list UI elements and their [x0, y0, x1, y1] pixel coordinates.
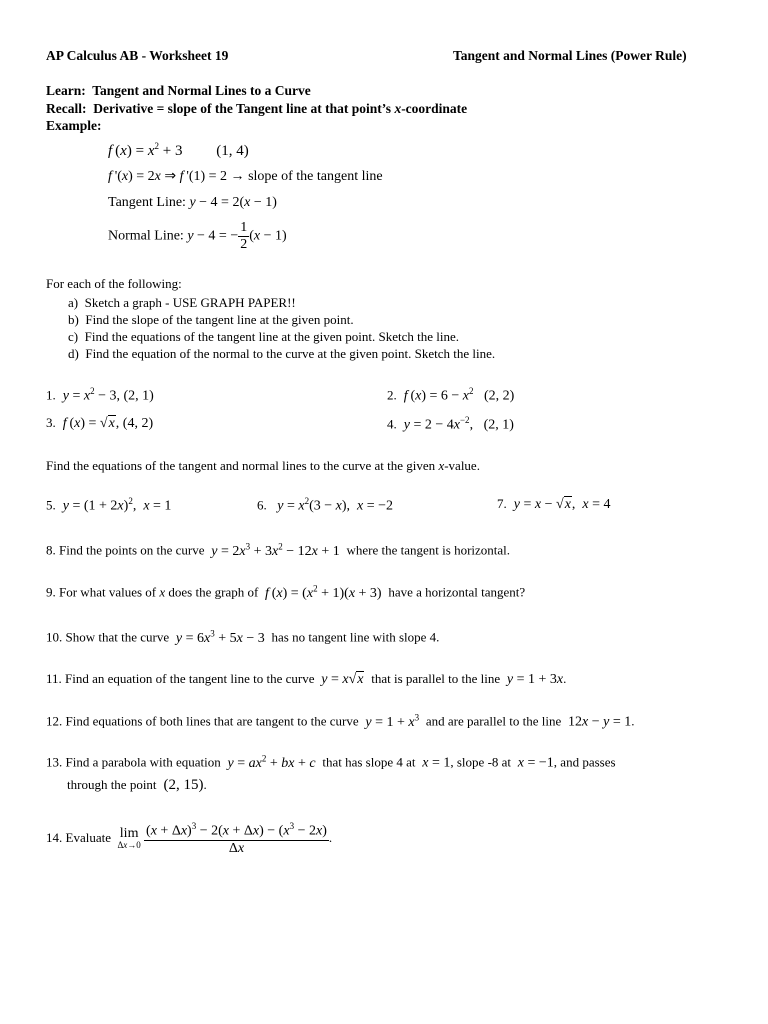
- recall-text-end: -coordinate: [401, 101, 468, 116]
- example-function: f $(x) = x^2 + 3$ (1, 4): [108, 141, 249, 159]
- problem-4: 4. $y = 2 - 4x^{-2}$, (2, 1): [387, 415, 514, 433]
- section2-heading: Find the equations of the tangent and normal lines to the curve at the given x-value.: [46, 458, 480, 473]
- worksheet-title: AP Calculus AB - Worksheet 19: [46, 48, 229, 63]
- worksheet-topic: Tangent and Normal Lines (Power Rule): [453, 48, 687, 63]
- problem-10: 10. Show that the curve $y = 6x^3 + 5x - 3$ has no tangent line with slope 4.: [46, 628, 440, 646]
- instruction-item: c) Find the equations of the tangent line at the given point. Sketch the line.: [68, 329, 460, 344]
- problem-8: 8. Find the points on the curve $y = 2x^3 + 3x^2 - 12x + 1$ where the tangent is horizontal.: [46, 541, 511, 559]
- problem-7: 7. y = x − √x, x = 4: [497, 496, 611, 512]
- recall-label: Recall:: [46, 101, 87, 116]
- recall-var: x: [394, 101, 402, 116]
- example-normal-line: Normal Line: y − 4 = − $\frac{1}{2}$ (x − 1): [108, 220, 287, 252]
- problem-5: 5. $y = (1 + 2x)^2$, x = 1: [46, 496, 172, 514]
- learn-label: Learn:: [46, 83, 86, 98]
- learn-line: [46, 83, 311, 99]
- problem-13-cont: through the point (2, 15).: [67, 777, 207, 793]
- slope-note: slope of the tangent line: [248, 169, 383, 184]
- recall-text: Derivative = slope of the Tangent line at that point’s: [93, 101, 392, 116]
- problem-2: 2. f $(x) = 6 - x^2$ (2, 2): [387, 386, 515, 404]
- problem-11: 11. Find an equation of the tangent line to the curve y = x√x that is parallel to the line y = 1 + 3x.: [46, 671, 567, 687]
- problem-14: 14. Evaluate lim Δx→0 $\frac{(x + \Delta x)^3 - 2(x + \Delta x) - (x^3 - 2x)}{\Delta x}$ .: [46, 821, 333, 856]
- example-derivative: f '(x) = 2x ⇒ f '(1) = 2 → slope of the tangent line: [108, 169, 383, 184]
- normal-label: Normal Line:: [108, 228, 184, 244]
- learn-text: Tangent and Normal Lines to a Curve: [92, 83, 311, 98]
- example-label: Example:: [46, 118, 102, 133]
- problem-6: 6. $y = x^2(3 - x)$, x = −2: [257, 496, 394, 514]
- instruction-item: a) Sketch a graph - USE GRAPH PAPER!!: [68, 295, 296, 310]
- problem-3: 3. f (x) = √x, (4, 2): [46, 415, 154, 431]
- instructions-list: [68, 294, 495, 362]
- problem-13: 13. Find a parabola with equation $y = ax^2$ + bx + c that has slope 4 at x = 1, slope -8 at x = −1, and passes: [46, 753, 616, 771]
- example-tangent-line: Tangent Line: y − 4 = 2(x − 1): [108, 195, 277, 210]
- problem-9: 9. For what values of x does the graph of f $(x) = (x^2 + 1)(x + 3)$ have a horizontal tangent?: [46, 583, 526, 601]
- instructions-lead: For each of the following:: [46, 276, 182, 291]
- instruction-item: d) Find the equation of the normal to the curve at the given point. Sketch the line.: [68, 346, 496, 361]
- recall-line: [46, 101, 467, 117]
- tangent-label: Tangent Line:: [108, 195, 186, 210]
- instruction-item: b) Find the slope of the tangent line at the given point.: [68, 312, 354, 327]
- problem-12: 12. Find equations of both lines that are tangent to the curve $y = 1 + x^3$ and are parallel to the line 12x − y = 1.: [46, 712, 635, 730]
- problem-1: 1. $y = x^2 - 3$, (2, 1): [46, 386, 154, 404]
